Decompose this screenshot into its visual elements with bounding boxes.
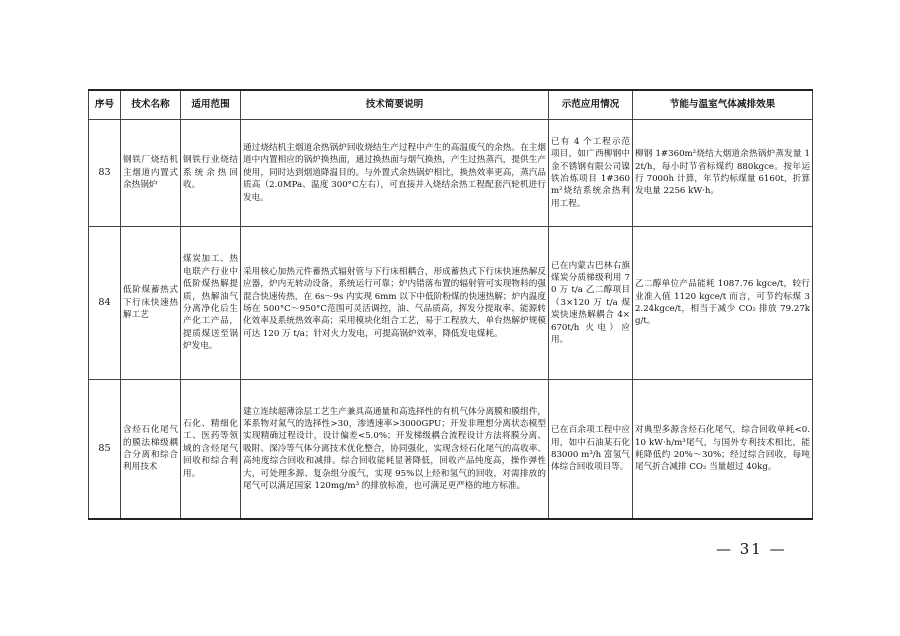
cell-effect: 柳钢 1#360m²烧结大烟道余热锅炉蒸发量 12t/h，每小时节省标煤约 880kgce。按年运行 7000h 计算，年节约标煤量 6160t，折算发电量 2256 kW·h。 bbox=[633, 120, 813, 227]
table-row bbox=[89, 380, 813, 520]
cell-effect: 对典型多源含烃石化尾气，综合回收单耗<0.10 kW·h/m³尾气，与国外专利技术相比，能耗降低约 20%～30%；经过综合回收，每吨尾气折合减排 CO₂ 当量超过 40kg。 bbox=[633, 380, 813, 520]
header-scope: 适用范围 bbox=[181, 90, 241, 120]
cell-name: 钢铁厂烧结机主烟道内置式余热锅炉 bbox=[121, 120, 181, 227]
cell-description: 建立连续超薄涂层工艺生产兼具高通量和高选择性的有机气体分离膜和膜组件，苯系物对氮气的选择性>30，渗透速率>3000GPU；开发非理想分离状态模型实现精确过程设计，设计偏差<5.0%；开发梯级耦合流程设计方法将膜分离、吸附、深冷等气体分离技术优化整合，协同强化，实现含烃石化尾气的高收率、高纯度综合回收和减排。综合回收能耗显著降低，回收产品纯度高，操作弹性大，可处理多源、复杂组分废气，实现 95%以上烃和氢气的回收，对需排放的尾气可以满足国家 120mg/m³ 的排放标准，也可满足更严格的地方标准。 bbox=[241, 380, 549, 520]
cell-name: 含烃石化尾气的膜法梯级耦合分离和综合利用技术 bbox=[121, 380, 181, 520]
table-row bbox=[89, 227, 813, 380]
header-demo: 示范应用情况 bbox=[549, 90, 633, 120]
cell-demo: 已有 4 个工程示范项目，如广西柳钢中金不锈钢有限公司镍铁冶炼项目 1#360m²烧结系统余热利用工程。 bbox=[549, 120, 633, 227]
header-no: 序号 bbox=[89, 90, 121, 120]
technology-table bbox=[88, 89, 813, 520]
cell-scope: 钢铁行业烧结系统余热回收。 bbox=[181, 120, 241, 227]
header-description: 技术简要说明 bbox=[241, 90, 549, 120]
cell-scope: 石化、精细化工、医药等领域的含烃尾气回收和综合利用。 bbox=[181, 380, 241, 520]
page-number: — 31 — bbox=[716, 540, 787, 558]
cell-no: 85 bbox=[89, 380, 121, 520]
cell-scope: 煤炭加工、热电联产行业中低阶煤热解提质，热解油气分离净化后生产化工产品，提质煤送至锅炉发电。 bbox=[181, 227, 241, 380]
cell-description: 采用核心加热元件蓄热式辐射管与下行床相耦合，形成蓄热式下行床快速热解反应器，炉内无转动设备，系统运行可靠；炉内错落布置的辐射管可实现物料的强混合快速传热，在 6s～9s 内实现 6mm 以下中低阶粉煤的快速热解；炉内温度场在 500°C～950°C范围可灵活调控，油、气品质高，挥发分提取率、能源转化效率及系统热效率高；采用模块化组合工艺，易于工程放大，单台热解炉规模可达 120 万 t/a；针对火力发电，可提高锅炉效率，降低发电煤耗。 bbox=[241, 227, 549, 380]
header-name: 技术名称 bbox=[121, 90, 181, 120]
cell-no: 84 bbox=[89, 227, 121, 380]
table-row bbox=[89, 120, 813, 227]
table-header-row bbox=[89, 90, 813, 120]
cell-demo: 已在内蒙古巴林右旗煤炭分质梯级利用 70 万 t/a 乙二醇项目（3×120 万 t/a 煤炭快速热解耦合 4×670t/h 火电）应用。 bbox=[549, 227, 633, 380]
cell-demo: 已在百余项工程中应用，如中石油某石化 83000 m³/h 富氢气体综合回收项目等。 bbox=[549, 380, 633, 520]
cell-no: 83 bbox=[89, 120, 121, 227]
cell-name: 低阶煤蓄热式下行床快速热解工艺 bbox=[121, 227, 181, 380]
cell-effect: 乙二醇单位产品能耗 1087.76 kgce/t，较行业准入值 1120 kgce/t 而言，可节约标煤 32.24kgce/t，相当于减少 CO₂ 排放 79.27kg/t。 bbox=[633, 227, 813, 380]
header-effect: 节能与温室气体减排效果 bbox=[633, 90, 813, 120]
cell-description: 通过烧结机主烟道余热锅炉回收烧结生产过程中产生的高温废气的余热。在主烟道中内置相应的锅炉换热面，通过换热面与烟气换热，产生过热蒸汽，提供生产使用，同时达到烟道降温目的。与外置式余热锅炉相比，换热效率更高，蒸汽品质高（2.0MPa、温度 300°C左右），可直接并入烧结余热工程配套汽轮机进行发电。 bbox=[241, 120, 549, 227]
